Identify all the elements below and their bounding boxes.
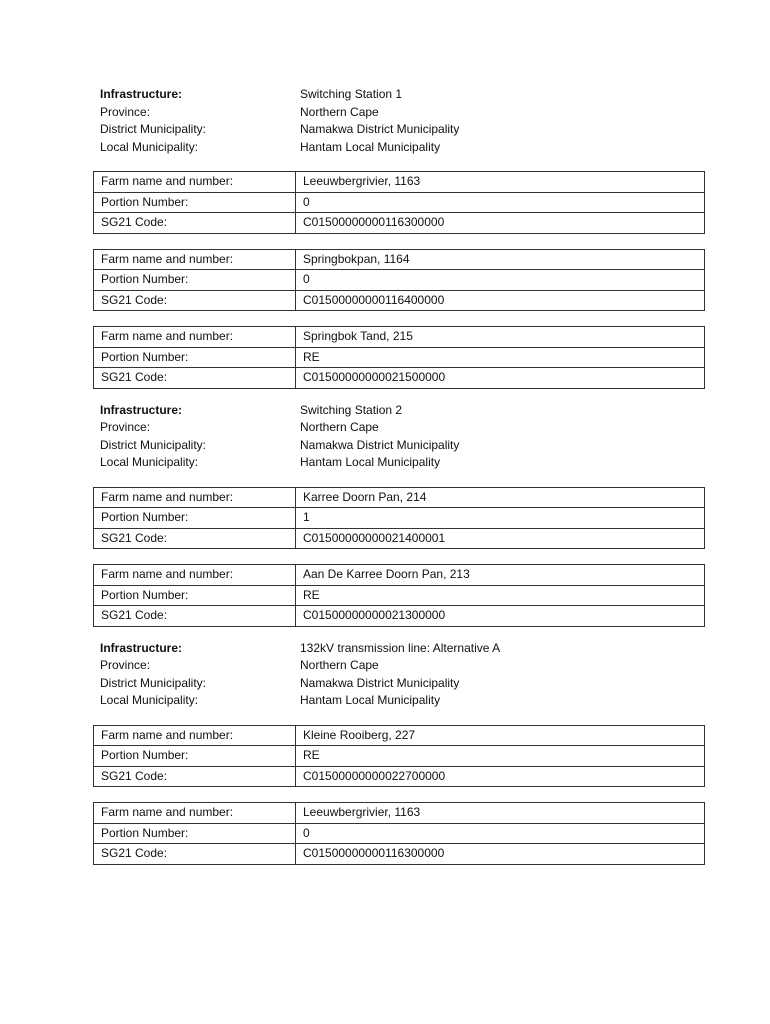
infrastructure-label: Infrastructure: bbox=[100, 87, 183, 101]
farm-table bbox=[93, 171, 705, 234]
info-row-district bbox=[100, 675, 705, 693]
document-page bbox=[93, 86, 705, 865]
farm-table bbox=[93, 802, 705, 865]
table-row bbox=[94, 508, 705, 529]
farm-label: Farm name and number: bbox=[94, 172, 296, 193]
farm-label: Farm name and number: bbox=[94, 725, 296, 746]
district-label: District Municipality: bbox=[100, 437, 207, 452]
info-row-infrastructure bbox=[100, 86, 705, 104]
sg21-label: SG21 Code: bbox=[94, 290, 296, 311]
farm-value: Springbokpan, 1164 bbox=[296, 249, 705, 270]
infrastructure-info-1 bbox=[100, 86, 705, 156]
infrastructure-value: Switching Station 1 bbox=[300, 87, 403, 101]
portion-label: Portion Number: bbox=[94, 585, 296, 606]
farm-table bbox=[93, 725, 705, 788]
info-row-district bbox=[100, 121, 705, 139]
info-row-province bbox=[100, 419, 705, 437]
portion-label: Portion Number: bbox=[94, 347, 296, 368]
local-label: Local Municipality: bbox=[100, 455, 199, 469]
farm-table bbox=[93, 487, 705, 550]
table-row bbox=[94, 270, 705, 291]
info-row-province bbox=[100, 657, 705, 675]
district-value: Namakwa District Municipality bbox=[300, 122, 460, 136]
farm-label: Farm name and number: bbox=[94, 803, 296, 824]
sg21-value: C01500000000116300000 bbox=[296, 844, 705, 865]
infrastructure-info-3 bbox=[100, 640, 705, 710]
table-row bbox=[94, 347, 705, 368]
district-label: District Municipality: bbox=[100, 675, 207, 690]
table-row bbox=[94, 803, 705, 824]
local-value: Hantam Local Municipality bbox=[300, 455, 441, 469]
farm-value: Aan De Karree Doorn Pan, 213 bbox=[296, 565, 705, 586]
infrastructure-info-2 bbox=[100, 402, 705, 472]
table-row bbox=[94, 327, 705, 348]
farm-table bbox=[93, 564, 705, 627]
farm-value: Leeuwbergrivier, 1163 bbox=[296, 803, 705, 824]
province-label: Province: bbox=[100, 104, 151, 119]
local-value: Hantam Local Municipality bbox=[300, 139, 441, 154]
farm-table bbox=[93, 249, 705, 312]
portion-value: 0 bbox=[296, 823, 705, 844]
table-row bbox=[94, 823, 705, 844]
info-row-province bbox=[100, 104, 705, 122]
table-row bbox=[94, 844, 705, 865]
portion-value: 1 bbox=[296, 508, 705, 529]
local-value: Hantam Local Municipality bbox=[300, 693, 441, 707]
district-value: Namakwa District Municipality bbox=[300, 675, 460, 690]
infrastructure-value: 132kV transmission line: Alternative A bbox=[300, 640, 501, 655]
sg21-label: SG21 Code: bbox=[94, 844, 296, 865]
province-value: Northern Cape bbox=[300, 658, 379, 672]
infrastructure-label: Infrastructure: bbox=[100, 640, 183, 655]
district-value: Namakwa District Municipality bbox=[300, 437, 460, 452]
portion-value: 0 bbox=[296, 192, 705, 213]
portion-label: Portion Number: bbox=[94, 823, 296, 844]
province-label: Province: bbox=[100, 658, 151, 672]
info-row-district bbox=[100, 437, 705, 455]
farm-value: Karree Doorn Pan, 214 bbox=[296, 487, 705, 508]
table-row bbox=[94, 172, 705, 193]
table-row bbox=[94, 249, 705, 270]
province-value: Northern Cape bbox=[300, 420, 379, 434]
info-row-infrastructure bbox=[100, 640, 705, 658]
sg21-value: C01500000000021300000 bbox=[296, 606, 705, 627]
table-row bbox=[94, 192, 705, 213]
info-row-infrastructure bbox=[100, 402, 705, 420]
table-row bbox=[94, 766, 705, 787]
table-row bbox=[94, 746, 705, 767]
portion-label: Portion Number: bbox=[94, 746, 296, 767]
sg21-label: SG21 Code: bbox=[94, 528, 296, 549]
table-row bbox=[94, 368, 705, 389]
infrastructure-value: Switching Station 2 bbox=[300, 402, 403, 417]
infrastructure-label: Infrastructure: bbox=[100, 402, 183, 417]
portion-value: RE bbox=[296, 746, 705, 767]
sg21-label: SG21 Code: bbox=[94, 606, 296, 627]
table-row bbox=[94, 565, 705, 586]
sg21-label: SG21 Code: bbox=[94, 766, 296, 787]
table-row bbox=[94, 213, 705, 234]
farm-value: Leeuwbergrivier, 1163 bbox=[296, 172, 705, 193]
sg21-label: SG21 Code: bbox=[94, 213, 296, 234]
table-row bbox=[94, 528, 705, 549]
sg21-value: C01500000000116400000 bbox=[296, 290, 705, 311]
district-label: District Municipality: bbox=[100, 122, 207, 136]
farm-value: Springbok Tand, 215 bbox=[296, 327, 705, 348]
farm-label: Farm name and number: bbox=[94, 249, 296, 270]
farm-label: Farm name and number: bbox=[94, 565, 296, 586]
portion-label: Portion Number: bbox=[94, 508, 296, 529]
table-row bbox=[94, 725, 705, 746]
portion-value: RE bbox=[296, 585, 705, 606]
table-row bbox=[94, 487, 705, 508]
sg21-value: C01500000000021400001 bbox=[296, 528, 705, 549]
farm-label: Farm name and number: bbox=[94, 487, 296, 508]
portion-value: 0 bbox=[296, 270, 705, 291]
info-row-local bbox=[100, 139, 705, 157]
info-row-local bbox=[100, 692, 705, 710]
table-row bbox=[94, 290, 705, 311]
info-row-local bbox=[100, 454, 705, 472]
portion-value: RE bbox=[296, 347, 705, 368]
table-row bbox=[94, 585, 705, 606]
sg21-value: C01500000000116300000 bbox=[296, 213, 705, 234]
portion-label: Portion Number: bbox=[94, 270, 296, 291]
sg21-value: C01500000000022700000 bbox=[296, 766, 705, 787]
province-label: Province: bbox=[100, 420, 151, 434]
local-label: Local Municipality: bbox=[100, 693, 199, 707]
farm-table bbox=[93, 326, 705, 389]
table-row bbox=[94, 606, 705, 627]
sg21-value: C01500000000021500000 bbox=[296, 368, 705, 389]
portion-label: Portion Number: bbox=[94, 192, 296, 213]
local-label: Local Municipality: bbox=[100, 139, 199, 154]
farm-label: Farm name and number: bbox=[94, 327, 296, 348]
province-value: Northern Cape bbox=[300, 104, 379, 119]
farm-value: Kleine Rooiberg, 227 bbox=[296, 725, 705, 746]
sg21-label: SG21 Code: bbox=[94, 368, 296, 389]
